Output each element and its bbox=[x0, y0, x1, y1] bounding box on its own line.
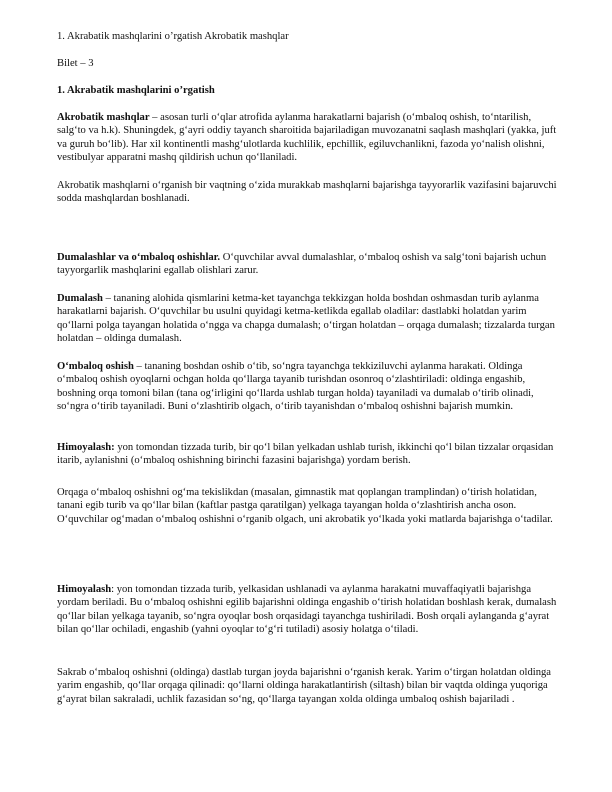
section-title bbox=[57, 84, 557, 97]
paragraph-text: Orqaga o‘mbaloq oshishni og‘ma tekislikdan (masalan, gimnastik mat qoplangan tramplindan) o‘tirish holatidan, tanani egib turib va qo‘llar bilan (kaftlar pastga qaratilgan) yelkaga tayangan holda o‘zlashtirish ancha oson. O‘quvchilar og‘madan o‘mbaloq oshishni o‘rganib olgach, uni akrobatik yo‘lkada yoki matlarda bajarishga o‘tadilar. bbox=[57, 487, 553, 525]
paragraph-lead: Akrobatik mashqlar bbox=[57, 112, 150, 123]
paragraph-lead: Himoyalash: bbox=[57, 442, 115, 453]
ticket-number: Bilet – 3 bbox=[57, 58, 94, 69]
paragraph bbox=[57, 179, 557, 206]
paragraph-text: – tananing alohida qismlarini ketma-ket tayanchga tekkizgan holda boshdan oshmasdan turib aylanma harakatlarni bajarish. O‘quvchilar bu usulni quyidagi ketma-ketlikda egallab oladilar: dastlabki holatdan yarim qo‘llarni polga tayangan holatida o‘ngga va chapga dumalash; o‘tirgan holatdan – orqaga dumalash; tizzalarda turgan holatdan – oldinga dumalash. bbox=[57, 293, 555, 344]
paragraph bbox=[57, 441, 557, 468]
paragraph-lead: Dumalashlar va o‘mbaloq oshishlar. bbox=[57, 252, 221, 263]
paragraph-text: – asosan turli o‘qlar atrofida aylanma harakatlarni bajarish (o‘mbaloq oshish, to‘ntarilish, salg‘to va h.k). Shuningdek, g‘ayri oddiy tayanch sharoitida bajariladigan muvozanatni saqlash mashqlari (yakka, juft va guruh bo‘lib). Har xil kontinentli mashg‘ulotlarda kuchlilik, epchillik, egiluvchanlikni, fazoda yo‘nalish olishni, vestibulyar apparatni mashq qildirish uchun qo‘llaniladi. bbox=[57, 112, 557, 163]
paragraph bbox=[57, 583, 557, 636]
paragraph-text: yon tomondan tizzada turib, bir qo‘l bilan yelkadan ushlab turish, ikkinchi qo‘l bilan tizzalar orqasidan itarib, aylanishni (o‘mbaloq oshishning birinchi fazasini bajarishga) yordam berish. bbox=[57, 442, 554, 467]
paragraph bbox=[57, 251, 557, 278]
paragraph-text: Akrobatik mashqlarni o‘rganish bir vaqtning o‘zida murakkab mashqlarni bajarishga tayyorarlik vazifasini bajaruvchi sodda mashqlardan boshlanadi. bbox=[57, 180, 557, 205]
paragraph bbox=[57, 292, 557, 345]
paragraph-lead: Dumalash bbox=[57, 293, 103, 304]
document-header: 1. Akrabatik mashqlarini o’rgatish Akrobatik mashqlar bbox=[57, 31, 289, 42]
paragraph bbox=[57, 111, 557, 164]
paragraph-lead: Himoyalash bbox=[57, 584, 112, 595]
paragraph-text: : yon tomondan tizzada turib, yelkasidan ushlanadi va aylanma harakatni muvaffaqiyatli bajarishga yordam beriladi. Bu o‘mbaloq oshishni egilib bajarishni oldinga engashib o‘tirish holatidan boshlash kerak, dumalash qo‘llar bilan yelkaga tayanib, so‘ngra oyoqlar bosh orqasidagi tayanchga tushiriladi. Bosh orqali aylanganda g‘ayrat bilan qo‘llar ochiladi, engashib (yahni oyoqlar to‘g‘ri tutiladi) asosiy holatga o‘tiladi. bbox=[57, 584, 557, 635]
paragraph-lead: O‘mbaloq oshish bbox=[57, 361, 134, 372]
paragraph-text: O‘quvchilar avval dumalashlar, o‘mbaloq oshish va salg‘toni bajarish uchun tayyorgarlik mashqlarini egallab olishlari zarur. bbox=[57, 252, 547, 277]
paragraph-text: Sakrab o‘mbaloq oshishni (oldinga) dastlab turgan joyda bajarishni o‘rganish kerak. Yarim o‘tirgan holatdan oldinga yarim engashib, qo‘llar orqaga qilinadi: qo‘llarni oldinga harakatlantirish (siltash) bilan bir vaqtda oldinga yuqoriga g‘ayrat bilan sakraladi, uchlik fazasidan so‘ng, qo‘llarga tayangan xolda oldinga umbaloq oshish bajariladi . bbox=[57, 667, 551, 705]
paragraph bbox=[57, 360, 557, 413]
section-title-text: 1. Akrabatik mashqlarini o’rgatish bbox=[57, 85, 215, 96]
paragraph-text: – tananing boshdan oshib o‘tib, so‘ngra tayanchga tekkiziluvchi aylanma harakati. Oldinga o‘mbaloq oshish oyoqlarni ochgan holda qo‘llarga tayanib turishdan osonroq o‘zlashtiriladi: oldinga engashib, boshning orqa tomoni bilan (tana og‘irligini qo‘llarda ushlab turgan holda) tayaniladi va dumalab o‘tirib olinadi, so‘ngra o‘tirib tayaniladi. Buni o‘zlashtirib olgach, o‘tirib tayanishdan o‘mbaloq oshishni bajarish mumkin. bbox=[57, 361, 534, 412]
paragraph bbox=[57, 666, 557, 706]
paragraph bbox=[57, 486, 557, 526]
